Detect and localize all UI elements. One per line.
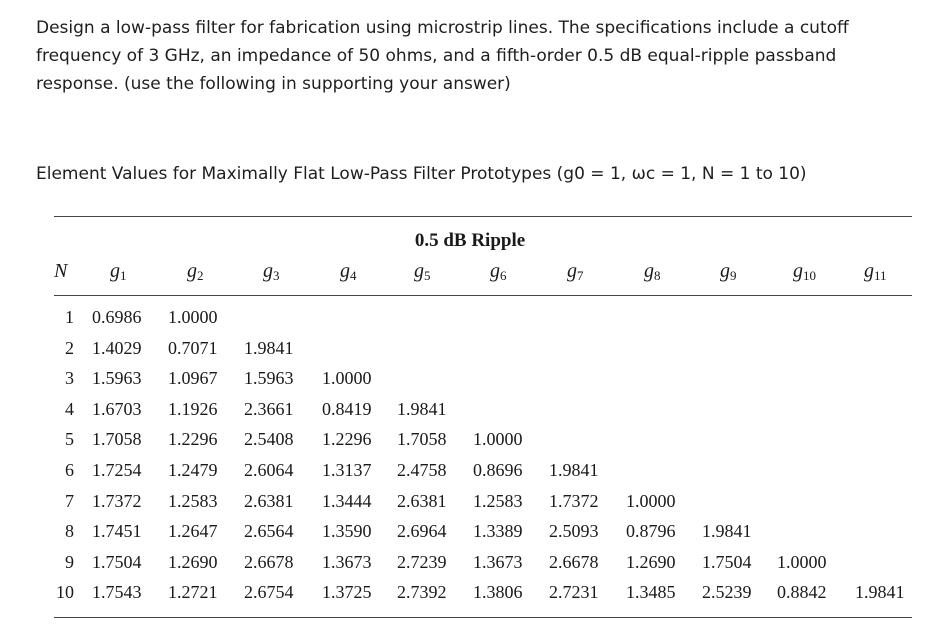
table-cell-g1: 1.6703 bbox=[92, 398, 142, 419]
table-cell-g4: 1.0000 bbox=[322, 368, 372, 389]
column-header-letter: g bbox=[490, 260, 500, 282]
row-order-cell: 2 bbox=[65, 337, 74, 358]
column-header-subscript: 4 bbox=[350, 268, 357, 283]
table-cell-g6: 1.3389 bbox=[473, 521, 523, 542]
table-cell-g11: 1.9841 bbox=[855, 582, 905, 603]
table-cell-g5: 2.6381 bbox=[397, 490, 447, 511]
table-cell-g4: 1.3673 bbox=[322, 551, 372, 572]
table-cell-g3: 2.6064 bbox=[244, 460, 294, 480]
column-header-subscript: 10 bbox=[803, 268, 816, 283]
column-header-letter: g bbox=[793, 260, 803, 282]
table-cell-g2: 1.0967 bbox=[168, 368, 218, 389]
column-header-g8 bbox=[644, 258, 661, 289]
table-cell-g1: 0.6986 bbox=[92, 307, 142, 327]
table-cell-g3: 2.3661 bbox=[244, 398, 294, 419]
table-cell-g1: 1.7254 bbox=[92, 460, 142, 480]
table-cell-g3: 2.6381 bbox=[244, 490, 294, 511]
row-order-cell: 4 bbox=[65, 398, 74, 419]
table-cell-g2: 1.2583 bbox=[168, 490, 218, 511]
table-cell-g6: 1.2583 bbox=[473, 490, 523, 511]
ripple-title: 0.5 dB Ripple bbox=[414, 230, 526, 251]
table-cell-g9: 2.5239 bbox=[702, 582, 752, 603]
table-cell-g2: 1.2479 bbox=[168, 460, 218, 480]
table-cell-g5: 1.9841 bbox=[397, 398, 447, 419]
column-header-g6 bbox=[490, 258, 507, 289]
column-header-g9 bbox=[720, 258, 737, 289]
table-row bbox=[0, 302, 934, 332]
row-order-cell: 5 bbox=[65, 429, 74, 450]
table-cell-g1: 1.7504 bbox=[92, 551, 142, 572]
column-header-g7 bbox=[567, 258, 584, 289]
table-cell-g5: 1.7058 bbox=[397, 429, 447, 450]
table-cell-g4: 1.3137 bbox=[322, 460, 372, 480]
column-header-letter: g bbox=[864, 260, 874, 282]
column-header-g1 bbox=[110, 258, 127, 289]
column-header-subscript: 7 bbox=[577, 268, 584, 283]
table-cell-g4: 1.3590 bbox=[322, 521, 372, 542]
table-cell-g7: 1.7372 bbox=[549, 490, 599, 511]
column-header-g11 bbox=[864, 258, 887, 289]
table-cell-g1: 1.7451 bbox=[92, 521, 142, 542]
table-cell-g8: 1.2690 bbox=[626, 551, 676, 572]
n-column-header: N bbox=[54, 260, 68, 282]
table-cell-g2: 1.2721 bbox=[168, 582, 218, 603]
row-order-cell: 6 bbox=[65, 460, 74, 480]
table-cell-g4: 1.3444 bbox=[322, 490, 372, 511]
table-cell-g6: 1.3806 bbox=[473, 582, 523, 603]
table-header-rule bbox=[54, 295, 912, 296]
column-header-subscript: 3 bbox=[273, 268, 280, 283]
question-text: Design a low-pass filter for fabrication using microstrip lines. The specifications include a cutoff frequency of 3 GHz, an impedance of 50 ohms, and a fifth-order 0.5 dB equal-ripple passband response. (use the following in supporting your answer) bbox=[36, 18, 849, 94]
column-header-subscript: 1 bbox=[120, 268, 127, 283]
table-cell-g7: 2.6678 bbox=[549, 551, 599, 572]
table-cell-g1: 1.4029 bbox=[92, 337, 142, 358]
column-header-letter: g bbox=[414, 260, 424, 282]
table-cell-g3: 2.6564 bbox=[244, 521, 294, 542]
table-cell-g1: 1.7543 bbox=[92, 582, 142, 603]
table-cell-g3: 2.5408 bbox=[244, 429, 294, 450]
table-cell-g6: 1.0000 bbox=[473, 429, 523, 450]
row-order-cell: 1 bbox=[65, 307, 74, 327]
column-header-letter: g bbox=[644, 260, 654, 282]
table-cell-g4: 0.8419 bbox=[322, 398, 372, 419]
table-caption: Element Values for Maximally Flat Low-Pass Filter Prototypes (g0 = 1, ωc = 1, N = 1 to 10) bbox=[36, 164, 807, 184]
column-header-g4 bbox=[340, 258, 357, 289]
column-header-subscript: 2 bbox=[197, 268, 204, 283]
table-cell-g8: 1.0000 bbox=[626, 490, 676, 511]
column-header-subscript: 8 bbox=[654, 268, 661, 283]
table-row bbox=[0, 486, 934, 516]
table-cell-g2: 0.7071 bbox=[168, 337, 218, 358]
table-cell-g2: 1.2296 bbox=[168, 429, 218, 450]
table-cell-g1: 1.5963 bbox=[92, 368, 142, 389]
column-header-g5 bbox=[414, 258, 431, 289]
table-cell-g1: 1.7372 bbox=[92, 490, 142, 511]
table-row bbox=[0, 363, 934, 393]
table-top-rule bbox=[54, 216, 912, 217]
table-cell-g9: 1.7504 bbox=[702, 551, 752, 572]
column-header-subscript: 6 bbox=[500, 268, 507, 283]
table-row bbox=[0, 547, 934, 577]
table-cell-g3: 2.6754 bbox=[244, 582, 294, 603]
table-cell-g5: 2.7392 bbox=[397, 582, 447, 603]
table-cell-g6: 0.8696 bbox=[473, 460, 523, 480]
column-header-g3 bbox=[263, 258, 280, 289]
table-cell-g7: 2.5093 bbox=[549, 521, 599, 542]
table-cell-g10: 1.0000 bbox=[777, 551, 827, 572]
table-cell-g5: 2.4758 bbox=[397, 460, 447, 480]
column-header-letter: g bbox=[110, 260, 120, 282]
table-cell-g3: 2.6678 bbox=[244, 551, 294, 572]
table-cell-g3: 1.5963 bbox=[244, 368, 294, 389]
column-header-letter: g bbox=[187, 260, 197, 282]
row-order-cell: 10 bbox=[56, 582, 74, 603]
row-order-cell: 7 bbox=[65, 490, 74, 511]
column-header-subscript: 9 bbox=[730, 268, 737, 283]
column-header-subscript: 5 bbox=[424, 268, 431, 283]
table-cell-g5: 2.7239 bbox=[397, 551, 447, 572]
column-header-letter: g bbox=[340, 260, 350, 282]
table-cell-g1: 1.7058 bbox=[92, 429, 142, 450]
table-cell-g2: 1.0000 bbox=[168, 307, 218, 327]
column-header-letter: g bbox=[263, 260, 273, 282]
table-cell-g6: 1.3673 bbox=[473, 551, 523, 572]
table-cell-g4: 1.3725 bbox=[322, 582, 372, 603]
table-row bbox=[0, 577, 934, 607]
column-header-subscript: 11 bbox=[874, 268, 887, 283]
column-header-letter: g bbox=[720, 260, 730, 282]
table-cell-g8: 0.8796 bbox=[626, 521, 676, 542]
row-order-cell: 3 bbox=[65, 368, 74, 389]
row-order-cell: 8 bbox=[65, 521, 74, 542]
table-row bbox=[0, 394, 934, 424]
table-row bbox=[0, 516, 934, 546]
table-row bbox=[0, 333, 934, 363]
table-cell-g8: 1.3485 bbox=[626, 582, 676, 603]
table-cell-g2: 1.2647 bbox=[168, 521, 218, 542]
row-order-cell: 9 bbox=[65, 551, 74, 572]
column-header-letter: g bbox=[567, 260, 577, 282]
table-bottom-rule bbox=[54, 617, 912, 618]
column-header-g2 bbox=[187, 258, 204, 289]
table-cell-g9: 1.9841 bbox=[702, 521, 752, 542]
table-cell-g2: 1.2690 bbox=[168, 551, 218, 572]
table-row bbox=[0, 424, 934, 454]
table-cell-g4: 1.2296 bbox=[322, 429, 372, 450]
table-cell-g7: 1.9841 bbox=[549, 460, 599, 480]
table-cell-g2: 1.1926 bbox=[168, 398, 218, 419]
table-row bbox=[0, 455, 934, 485]
table-cell-g5: 2.6964 bbox=[397, 521, 447, 542]
table-cell-g3: 1.9841 bbox=[244, 337, 294, 358]
table-cell-g7: 2.7231 bbox=[549, 582, 599, 603]
table-cell-g10: 0.8842 bbox=[777, 582, 827, 603]
column-header-g10 bbox=[793, 258, 816, 289]
